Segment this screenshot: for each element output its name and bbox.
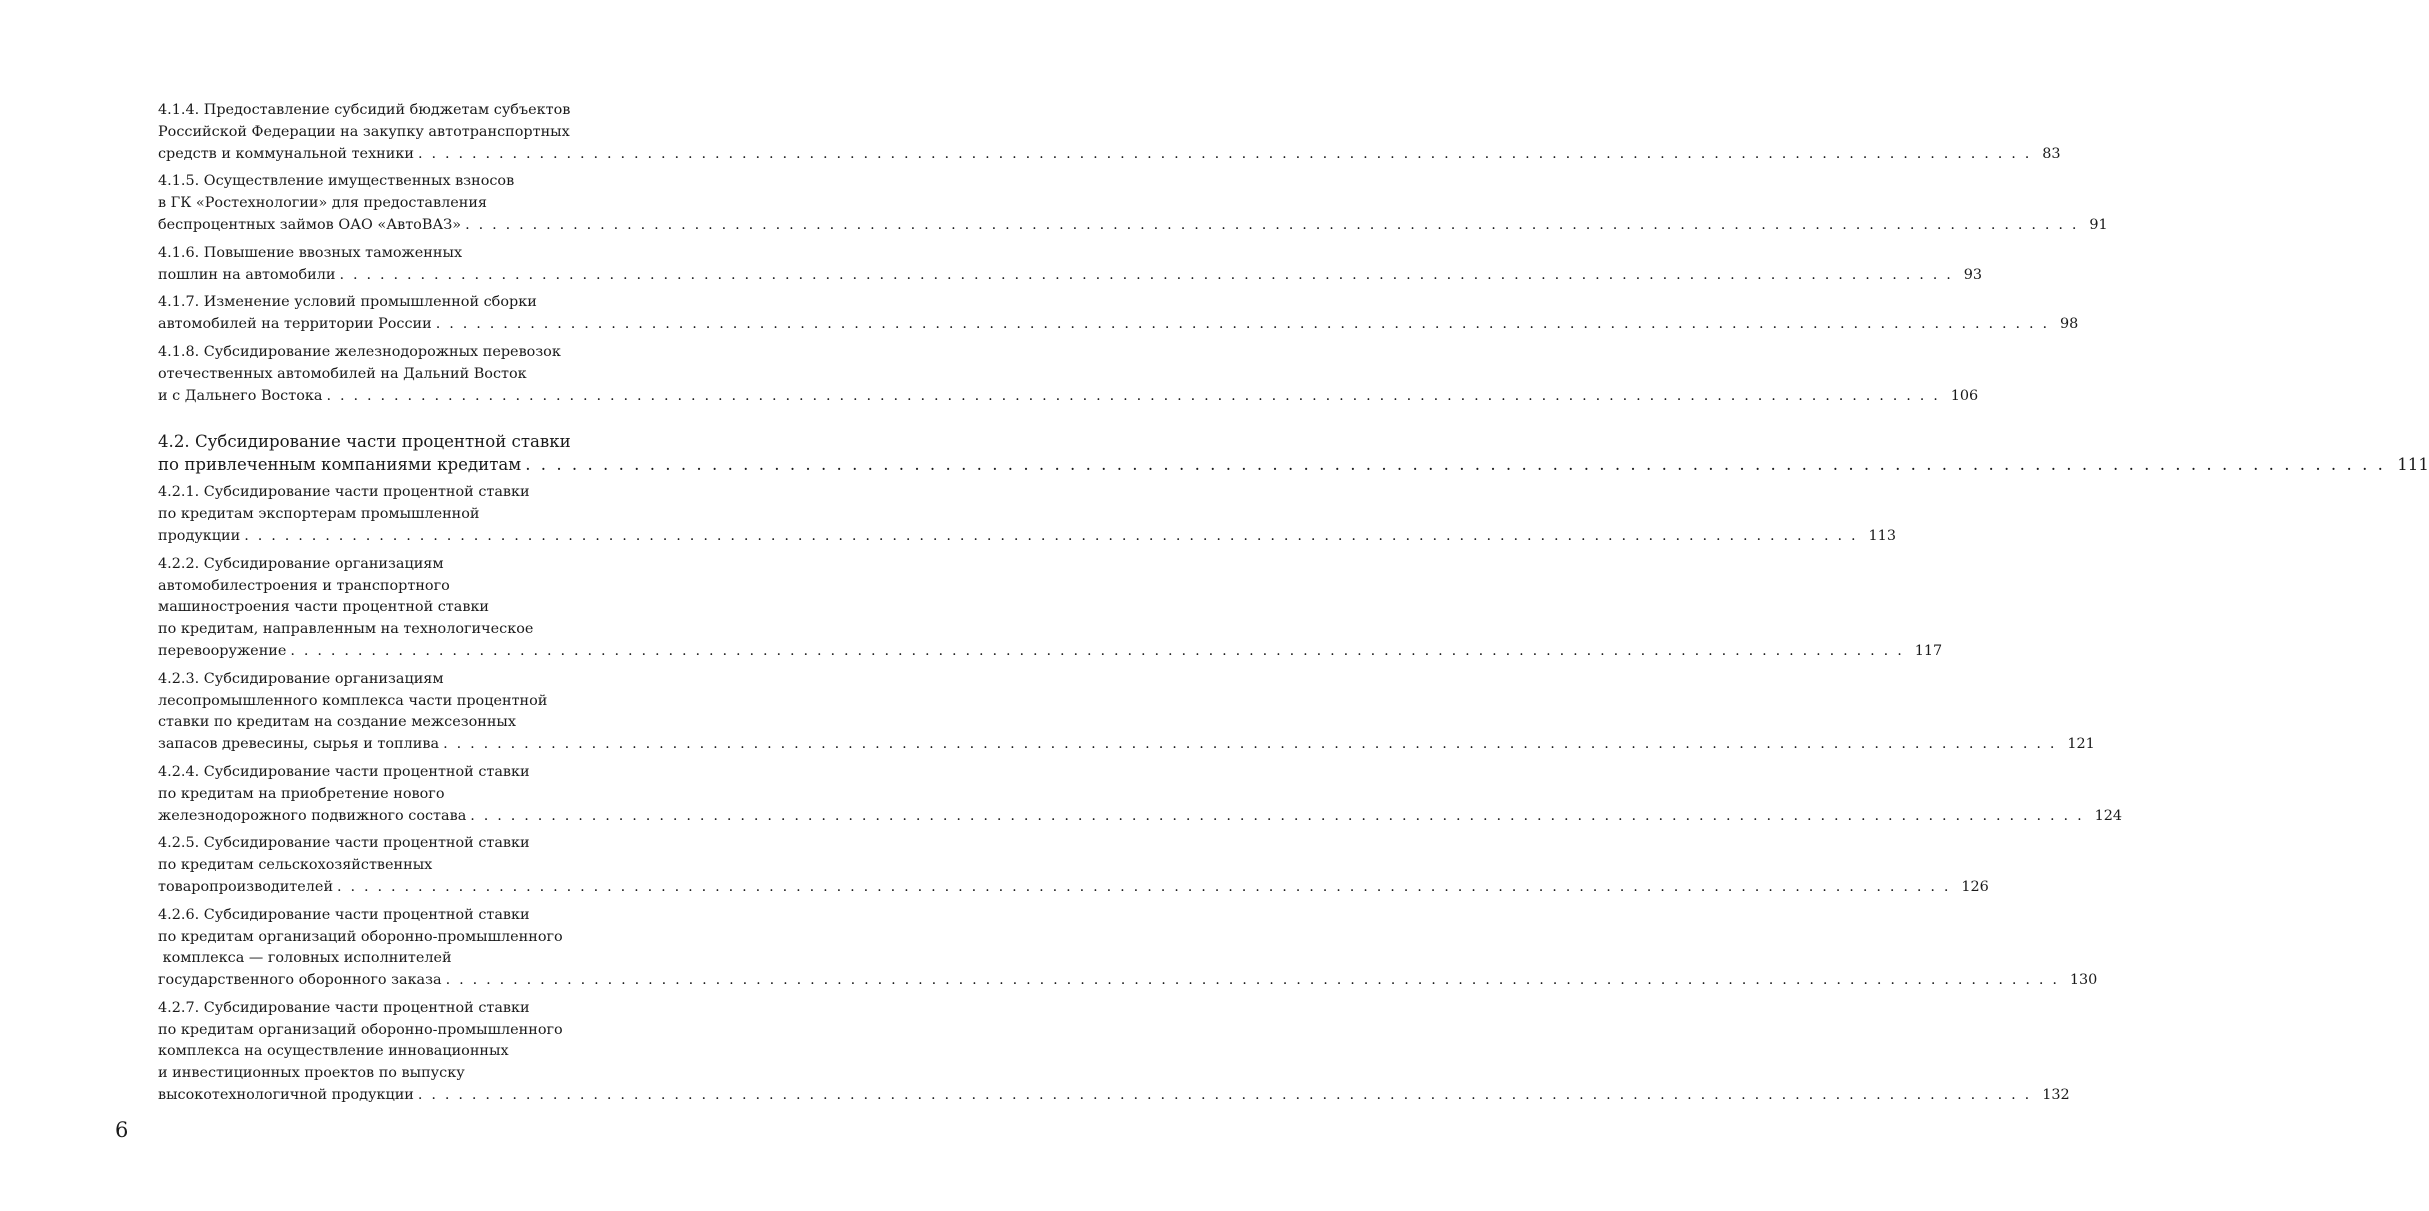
toc-entry-4-1-4 — [158, 100, 2061, 165]
dot-leader: ........................................................................................................................ — [435, 316, 2057, 333]
toc-line: и с Дальнего Востока — [158, 387, 323, 404]
toc-line: 4.2.3. Субсидирование организациям — [158, 670, 444, 687]
toc-line: 4.1.7. Изменение условий промышленной сборки — [158, 294, 537, 311]
dot-leader: ........................................................................................................................ — [244, 527, 1865, 544]
toc-entry-4-2-1 — [158, 482, 1896, 547]
toc-page-number: 130 — [2069, 972, 2098, 989]
toc-line: лесопромышленного комплекса части процентной — [158, 692, 548, 709]
toc-entry-4-2-2 — [158, 554, 1943, 663]
toc-entry-4-1-5 — [158, 171, 2108, 236]
toc-line: комплекса на осуществление инновационных — [158, 1043, 509, 1060]
toc-line: 4.1.8. Субсидирование железнодорожных перевозок — [158, 343, 561, 360]
toc-line: 4.2. Субсидирование части процентной ставки — [158, 432, 571, 452]
toc-line: железнодорожного подвижного состава — [158, 807, 467, 824]
toc-line: 4.1.6. Повышение ввозных таможенных — [158, 244, 463, 261]
toc-entry-4-1-7 — [158, 292, 2079, 336]
toc-line: 4.2.2. Субсидирование организациям — [158, 555, 444, 572]
toc-line: 4.1.5. Осуществление имущественных взносов — [158, 173, 515, 190]
dot-leader: ........................................................................................................................ — [417, 145, 2039, 162]
toc-line: в ГК «Ростехнологии» для предоставления — [158, 195, 488, 212]
toc-page-number: 111 — [2397, 454, 2429, 474]
dot-leader: ........................................................................................................................ — [290, 642, 1911, 659]
dot-leader: ........................................................................................................................ — [465, 216, 2086, 233]
dot-leader: ........................................................................................................................ — [326, 387, 1947, 404]
toc-line: автомобилестроения и транспортного — [158, 577, 450, 594]
toc-line: отечественных автомобилей на Дальний Восток — [158, 365, 527, 382]
dot-leader: ........................................................................................................................ — [339, 266, 1960, 283]
toc-line: по кредитам на приобретение нового — [158, 785, 445, 802]
toc-line: по кредитам, направленным на технологическое — [158, 621, 534, 638]
page-number: 6 — [115, 1118, 129, 1142]
toc-line: запасов древесины, сырья и топлива — [158, 736, 440, 753]
toc-entry-4-2-7 — [158, 998, 2070, 1107]
dot-leader: ........................................................................................................................ — [525, 454, 2394, 474]
toc-line: по кредитам организаций оборонно-промышленного — [158, 928, 563, 945]
toc-page-number: 83 — [2042, 145, 2061, 162]
toc-entry-4-1-8 — [158, 342, 1979, 407]
toc-entry-4-1-6 — [158, 243, 1983, 287]
toc-section-4-2 — [158, 431, 2429, 476]
toc-line: по кредитам сельскохозяйственных — [158, 857, 433, 874]
toc-line: 4.2.5. Субсидирование части процентной ставки — [158, 835, 530, 852]
toc-line: 4.2.6. Субсидирование части процентной ставки — [158, 906, 530, 923]
toc-page-number: 126 — [1961, 878, 1989, 895]
dot-leader: ........................................................................................................................ — [470, 807, 2091, 824]
toc-page-number: 132 — [2042, 1087, 2070, 1104]
toc-line: по кредитам организаций оборонно-промышленного — [158, 1021, 563, 1038]
toc-line: государственного оборонного заказа — [158, 972, 442, 989]
toc-line: перевооружение — [158, 642, 287, 659]
toc-page-number: 113 — [1868, 527, 1896, 544]
toc-line: товаропроизводителей — [158, 878, 334, 895]
toc-line: высокотехнологичной продукции — [158, 1087, 414, 1104]
toc-entry-4-2-3 — [158, 669, 2095, 756]
dot-leader: ........................................................................................................................ — [445, 972, 2066, 989]
toc-line: по кредитам экспортерам промышленной — [158, 506, 480, 523]
toc-page-number: 121 — [2067, 736, 2095, 753]
toc-line: машиностроения части процентной ставки — [158, 599, 490, 616]
toc-page-number: 106 — [1950, 387, 1979, 404]
toc-entry-4-2-4 — [158, 762, 2123, 827]
toc-line: продукции — [158, 527, 241, 544]
toc-line: комплекса — головных исполнителей — [158, 950, 452, 967]
toc-page-number: 117 — [1914, 642, 1943, 659]
toc-page-number: 124 — [2094, 807, 2123, 824]
toc-line: 4.2.4. Субсидирование части процентной ставки — [158, 763, 530, 780]
toc-line: 4.2.1. Субсидирование части процентной ставки — [158, 484, 530, 501]
dot-leader: ........................................................................................................................ — [417, 1087, 2039, 1104]
toc-line: Российской Федерации на закупку автотранспортных — [158, 123, 570, 140]
toc-line: беспроцентных займов ОАО «АвтоВАЗ» — [158, 216, 462, 233]
table-of-contents — [158, 100, 2429, 1113]
toc-line: автомобилей на территории России — [158, 316, 432, 333]
toc-line: и инвестиционных проектов по выпуску — [158, 1065, 465, 1082]
toc-entry-4-2-5 — [158, 833, 1989, 898]
dot-leader: ........................................................................................................................ — [443, 736, 2064, 753]
toc-page-number: 93 — [1963, 266, 1983, 283]
toc-line: средств и коммунальной техники — [158, 145, 414, 162]
toc-line: по привлеченным компаниями кредитам — [158, 454, 522, 474]
toc-entry-4-2-6 — [158, 905, 2098, 992]
toc-page-number: 98 — [2060, 316, 2079, 333]
toc-line: 4.2.7. Субсидирование части процентной ставки — [158, 999, 530, 1016]
toc-page-number: 91 — [2089, 216, 2108, 233]
toc-line: ставки по кредитам на создание межсезонных — [158, 714, 516, 731]
dot-leader: ........................................................................................................................ — [337, 878, 1958, 895]
toc-line: 4.1.4. Предоставление субсидий бюджетам субъектов — [158, 102, 571, 118]
toc-line: пошлин на автомобили — [158, 266, 336, 283]
